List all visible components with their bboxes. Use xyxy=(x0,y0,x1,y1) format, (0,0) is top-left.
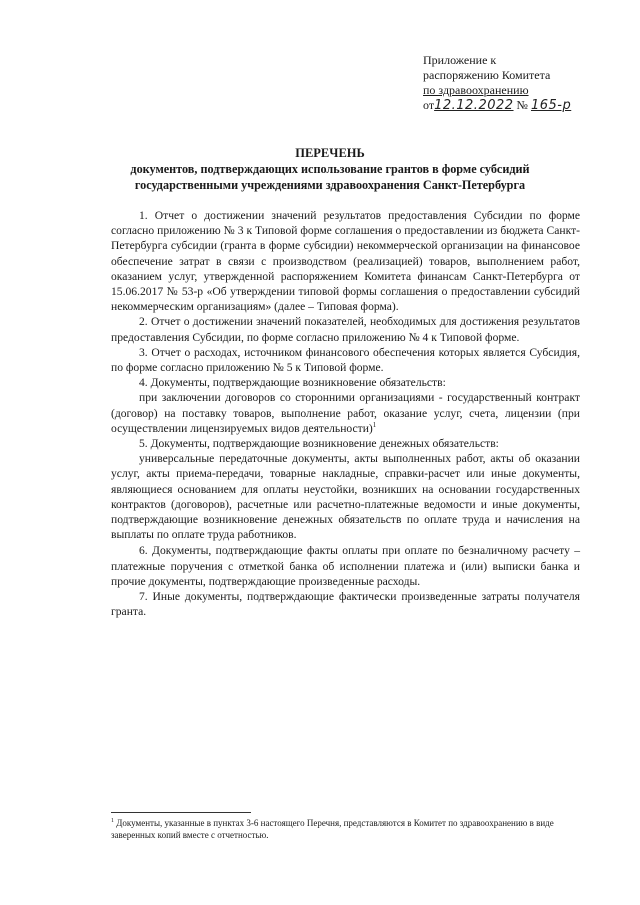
item-6: 6. Документы, подтверждающие факты оплаты при оплате по безналичному расчету – платежные поручения с отметкой банка об исполнении платежа и (или) выписки банка и прочие документы, подтверждающие произведенные расходы. xyxy=(111,544,580,588)
item-4-detail xyxy=(111,390,580,436)
item-5-detail: универсальные передаточные документы, акты выполненных работ, акты об оказании услуг, акты приема-передачи, товарные накладные, справки-расчет или иные документы, являющиеся основанием для оплаты неустойки, возникших на основании государственных контрактов (договоров), расчетные или расчетно-платежные ведомости и иные документы, подтверждающие возникновение денежных обязательств по оплате труда и начисления на выплаты по оплате труда работников. xyxy=(111,452,580,542)
document-title xyxy=(80,145,580,193)
date-prefix: от xyxy=(423,98,435,112)
item-4: 4. Документы, подтверждающие возникновение обязательств: xyxy=(139,376,446,390)
document-reference xyxy=(423,98,623,115)
document-body xyxy=(111,208,580,619)
title-line-3: государственными учреждениями здравоохранения Санкт-Петербурга xyxy=(134,178,526,192)
footnote xyxy=(111,817,581,841)
footnote-text: Документы, указанные в пунктах 3-6 настоящего Перечня, представляются в Комитет по здравоохранению в виде заверенных копий вместе с отчетностью. xyxy=(111,818,554,840)
title-line-2: документов, подтверждающих использование грантов в форме субсидий xyxy=(130,162,530,176)
item-7: 7. Иные документы, подтверждающие фактически произведенные затраты получателя гранта. xyxy=(111,590,580,619)
attachment-header xyxy=(423,53,623,115)
item-5: 5. Документы, подтверждающие возникновение денежных обязательств: xyxy=(139,437,499,451)
footnote-marker: 1 xyxy=(111,818,114,824)
attachment-line-3: по здравоохранению xyxy=(423,83,529,97)
footnote-reference: 1 xyxy=(372,420,377,429)
item-1: 1. Отчет о достижении значений результатов предоставления Субсидии по форме согласно приложению № 3 к Типовой форме соглашения о предоставлении из бюджета Санкт-Петербурга субсидии (гранта в форме субсидии) некоммерческой организации на финансовое обеспечение затрат в связи с производством (реализацией) товаров, выполнением работ, оказанием услуг, утвержденной распоряжением Комитета финансам Санкт-Петербурга от 15.06.2017 № 53-р «Об утверждении типовой формы соглашения о предоставлении субсидий некоммерческим организациям» (далее – Типовая форма). xyxy=(111,209,580,314)
item-3: 3. Отчет о расходах, источником финансового обеспечения которых является Субсидия, по форме согласно приложению № 5 к Типовой форме. xyxy=(111,345,580,375)
attachment-line-2: распоряжению Комитета xyxy=(423,68,551,82)
attachment-line-1: Приложение к xyxy=(423,53,497,67)
number-label: № xyxy=(516,98,528,112)
footnote-divider xyxy=(111,812,251,813)
item-4-detail-text: при заключении договоров со сторонними организациями - государственный контракт (договор) на поставку товаров, выполнение работ, оказание услуг, счета, лицензии (при осуществлении лицензируемых видов деятельности) xyxy=(111,391,580,435)
handwritten-number: 165-р xyxy=(530,98,572,113)
title-heading: ПЕРЕЧЕНЬ xyxy=(295,146,365,160)
handwritten-date: 12.12.2022 xyxy=(434,98,514,113)
item-2: 2. Отчет о достижении значений показателей, необходимых для достижения результатов предоставления Субсидии, по форме согласно приложению № 4 к Типовой форме. xyxy=(111,315,580,344)
